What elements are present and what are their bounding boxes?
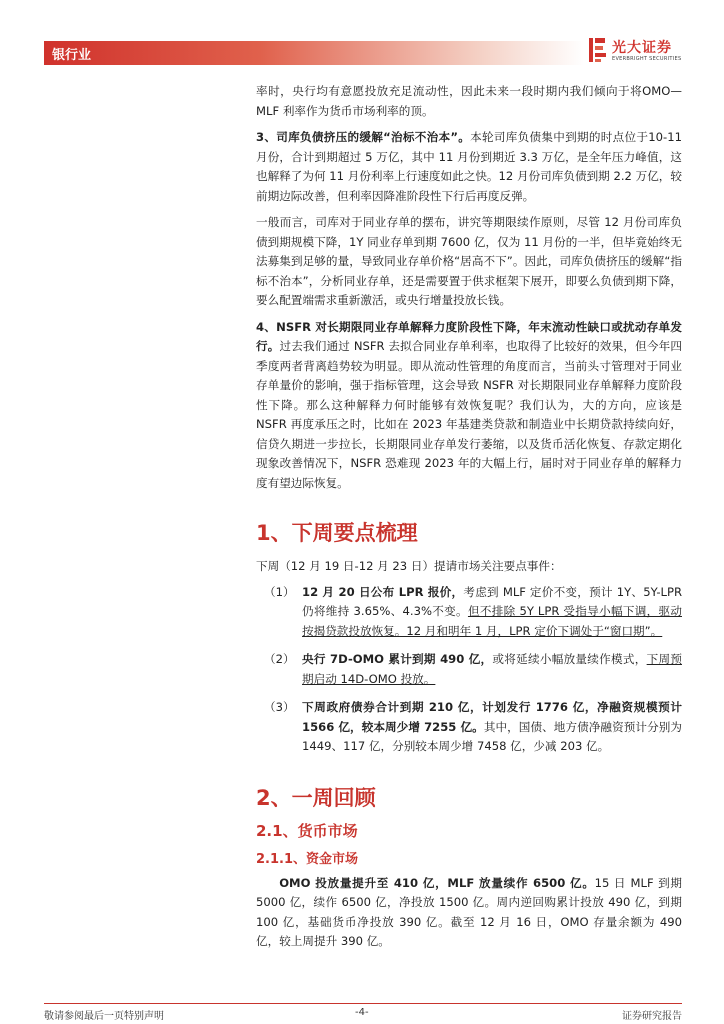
footer-divider — [44, 1003, 682, 1004]
paragraph — [256, 128, 682, 206]
item-text: 下周政府债券合计到期 210 亿，计划发行 1776 亿，净融资规模预计 1566 亿，较本周少增 7255 亿。其中，国债、地方债净融资预计分别为 1449、117 亿，分别较本周少增 7458 亿，少减 203 亿。 — [302, 700, 682, 753]
subsubsection-heading: 2.1.1、资金市场 — [256, 851, 359, 867]
list-item — [256, 650, 682, 698]
header-bar — [44, 41, 584, 65]
paragraph-lead: OMO 投放量提升至 410 亿，MLF 放量续作 6500 亿。 — [279, 875, 595, 890]
brand-logo — [588, 36, 688, 68]
section-label: 银行业 — [52, 48, 92, 63]
section-intro: 下周（12 月 19 日-12 月 23 日）提请市场关注要点事件： — [256, 559, 562, 573]
paragraph-text: 过去我们通过 NSFR 去拟合同业存单利率，也取得了比较好的效果，但今年四季度两者背离趋势较为明显。即从流动性管理的角度而言，当前头寸管理对于同业存单量价的影响，强于指标管理，这会导致 NSFR 对长期限同业存单解释力度阶段性下降。那么这种解释力何时能够有效恢复呢？我们认为，大的方向，应该是 NSFR 再度承压之时，比如在 2023 年基建类贷款和制造业中长期贷款持续向好，信贷久期进一步拉长，长期限同业存单发行萎缩，以及货币活化恢复、存款定期化现象改善情况下，NSFR 恐难现 2023 年的大幅上行，届时对于同业存单的解释力度有望边际恢复。 — [256, 339, 682, 490]
paragraph-text: 本轮司库负债集中到期的时点位于10-11 月份，合计到期超过 5 万亿，其中 11 月份到期近 3.3 万亿，是全年压力峰值，这也解释了为何 11 月份利率上行速度如此之快。12 月份司库负债到期 2.2 万亿，较前期边际改善，但利率因降准阶段性下行后再度反弹。 — [256, 130, 682, 203]
paragraph-lead: 4、NSFR 对长期限同业存单解释力度阶段性下降，年末流动性缺口或扰动存单发行。 — [256, 319, 682, 353]
logo-subtext: EVERBRIGHT SECURITIES — [612, 56, 682, 62]
paragraph-lead: 3、司库负债挤压的缓解“治标不治本”。 — [256, 130, 471, 144]
paragraph-text: 15 日 MLF 到期 5000 亿，续作 6500 亿，净投放 1500 亿。周内逆回购累计投放 490 亿，到期 100 亿，基础货币净投放 390 亿。截至 12 月 16 日，OMO 存量余额为 490 亿，较上周提升 390 亿。 — [256, 875, 682, 948]
report-body — [256, 82, 682, 952]
list-item — [256, 698, 682, 766]
item-text: 央行 7D-OMO 累计到期 490 亿，或将延续小幅放量续作模式，下周预期启动 14D-OMO 投放。 — [302, 652, 682, 686]
paragraph — [256, 318, 682, 494]
footer-report-type: 证券研究报告 — [622, 1011, 682, 1022]
footer-disclaimer: 敬请参阅最后一页特别声明 — [44, 1011, 164, 1022]
page-number: -4- — [355, 1007, 369, 1018]
item-number: （1） — [264, 584, 295, 599]
paragraph — [256, 874, 682, 952]
section-heading: 2、一周回顾 — [256, 785, 376, 810]
logo-text: 光大证券 — [612, 40, 672, 56]
everbright-logo-icon — [588, 36, 608, 64]
subsection-heading: 2.1、货币市场 — [256, 821, 358, 840]
list-item — [256, 583, 682, 651]
item-number: （2） — [264, 652, 295, 666]
section-heading: 1、下周要点梳理 — [256, 521, 418, 545]
item-number: （3） — [264, 700, 295, 714]
event-list — [256, 583, 682, 766]
paragraph: 率时，央行均有意愿投放充足流动性，因此未来一段时期内我们倾向于将OMO—MLF 利率作为货币市场利率的顶。 — [256, 84, 682, 118]
item-text: 12 月 20 日公布 LPR 报价，考虑到 MLF 定价不变，预计 1Y、5Y-LPR 仍将维持 3.65%、4.3%不变。但不排除 5Y LPR 受指导小幅下调，驱动按揭贷款投放恢复。12 月和明年 1 月，LPR 定价下调处于“窗口期”。 — [302, 584, 683, 638]
paragraph: 一般而言，司库对于同业存单的摆布，讲究等期限续作原则，尽管 12 月份司库负债到期规模下降，1Y 同业存单到期 7600 亿，仅为 11 月份的一半，但毕竟始终无法募集到足够的量，导致同业存单价格“居高不下”。因此，司库负债挤压的缓解“指标不治本”，分析同业存单，还是需要置于供求框架下展开，即要么负债到期下降，要么配置端需求重新激活，或央行增量投放长钱。 — [256, 215, 682, 307]
